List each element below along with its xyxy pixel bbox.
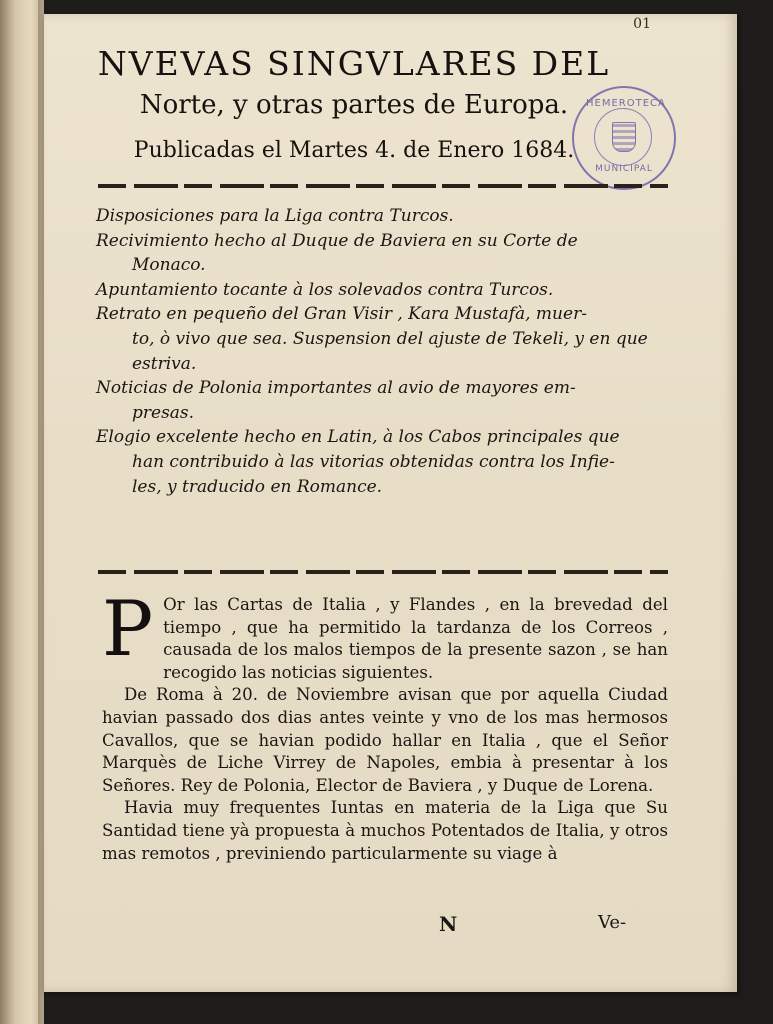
library-stamp xyxy=(572,86,676,190)
summary-line: Noticias de Polonia importantes al avio de mayores em- xyxy=(96,378,576,399)
summary-line: Retrato en pequeño del Gran Visir , Kara Mustafà, muer- xyxy=(96,304,587,325)
paragraph-1-text: Or las Cartas de Italia , y Flandes , en la brevedad del tiempo , que ha permitido la tardanza de los Correos , causada de los malos tiempos de la presente sazon , se han recogido las noticias siguientes. xyxy=(163,595,668,682)
publication-date: Publicadas el Martes 4. de Enero 1684. xyxy=(133,138,575,163)
divider-rule-top xyxy=(98,184,668,188)
summary-line: Recivimiento hecho al Duque de Baviera en su Corte de xyxy=(96,230,578,251)
summary-line: Elogio excelente hecho en Latin, à los Cabos principales que xyxy=(96,427,620,448)
paragraph-2: De Roma à 20. de Noviembre avisan que por aquella Ciudad havian passado dos dias antes veinte y vno de los mas hermosos Cavallos, que se havian podido hallar en Italia , que el Señor Marquès de Liche Virrey de Napoles, embia à presentar à los Señores. Rey de Polonia, Elector de Baviera , y Duque de Lorena. xyxy=(102,685,668,795)
divider-rule-middle xyxy=(98,570,668,574)
summary-line: les, y traducido en Romance. xyxy=(132,476,383,497)
summary-list xyxy=(96,204,676,499)
catchword: Ve- xyxy=(598,912,627,933)
stamp-text-top: HEMEROTECA xyxy=(586,98,666,109)
stamp-text-bottom: MUNICIPAL xyxy=(595,164,653,174)
summary-line: Monaco. xyxy=(132,255,206,276)
coat-of-arms-icon xyxy=(612,122,636,152)
summary-line: Disposiciones para la Liga contra Turcos. xyxy=(96,206,454,226)
drop-cap: P xyxy=(102,584,154,673)
paragraph-1 xyxy=(102,584,668,684)
summary-line: presas. xyxy=(132,402,195,423)
summary-line: han contribuido à las vitorias obtenidas contra los Infie- xyxy=(132,451,615,472)
summary-line: to, ò vivo que sea. Suspension del ajuste de Tekeli, y en que xyxy=(132,328,648,349)
newspaper-page xyxy=(44,14,737,992)
title-line-2: Norte, y otras partes de Europa. xyxy=(139,90,569,120)
signature-mark: N xyxy=(439,912,458,936)
article-body xyxy=(102,584,668,865)
summary-line: Apuntamiento tocante à los solevados contra Turcos. xyxy=(96,279,554,300)
title-line-1: NVEVAS SINGVLARES DEL xyxy=(97,44,611,83)
paragraph-3: Havia muy frequentes Iuntas en materia de la Liga que Su Santidad tiene yà propuesta à muchos Potentados de Italia, y otros mas remotos , previniendo particularmente su viage à xyxy=(102,798,668,863)
folio-number: 01 xyxy=(633,16,651,32)
summary-line: estriva. xyxy=(132,353,197,374)
